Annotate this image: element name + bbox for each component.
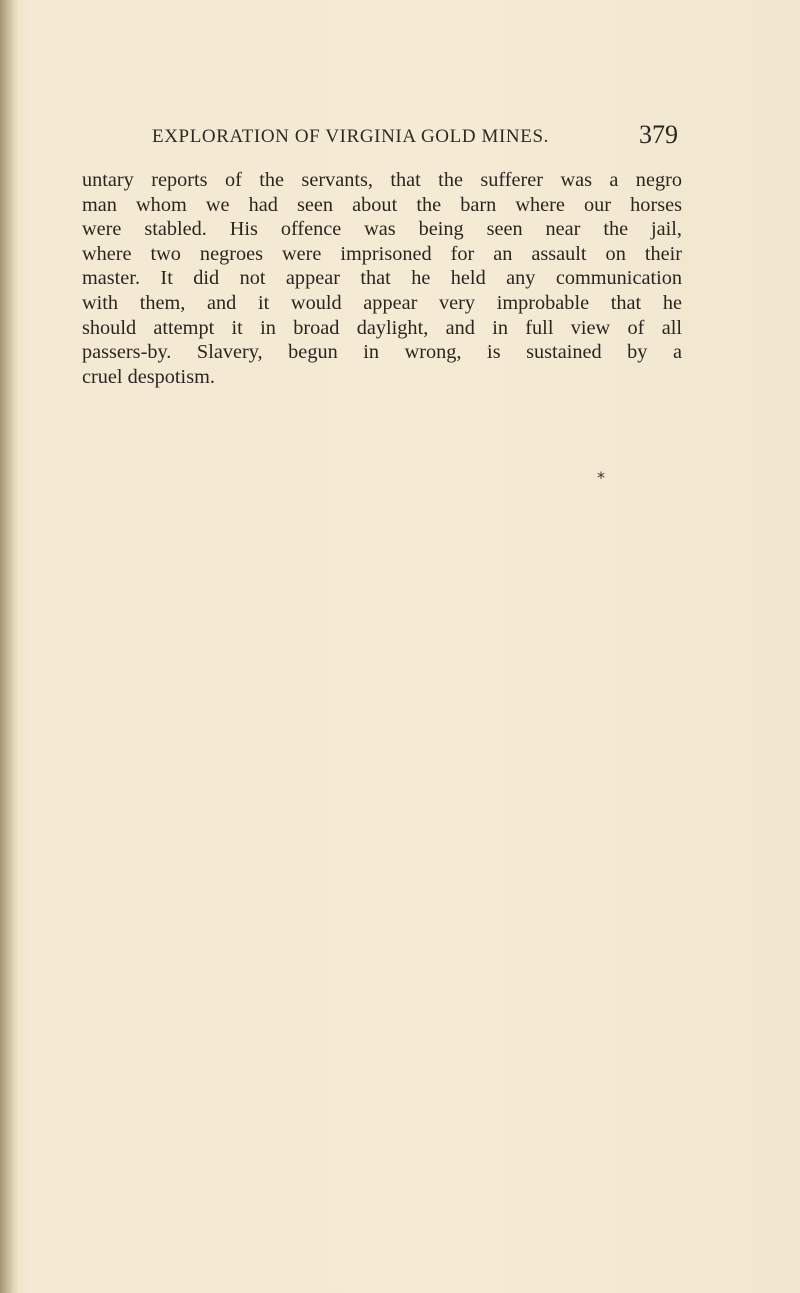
text-line: were stabled. His offence was being seen near the jail, (82, 218, 682, 241)
text-line: should attempt it in broad daylight, and in full view of all (82, 316, 682, 339)
text-line: passers-by. Slavery, begun in wrong, is sustained by a (82, 341, 682, 364)
running-head-title: EXPLORATION OF VIRGINIA GOLD MINES. (152, 126, 549, 147)
binding-shadow (0, 0, 18, 1293)
text-line: with them, and it would appear very improbable that he (82, 291, 682, 314)
text-line: where two negroes were imprisoned for an assault on their (82, 242, 682, 265)
page-number: 379 (639, 120, 678, 149)
body-paragraph (82, 168, 682, 389)
text-line: master. It did not appear that he held any communication (82, 267, 682, 290)
running-head (152, 120, 682, 150)
asterisk-mark: * (597, 468, 605, 487)
text-line: cruel despotism. (82, 365, 215, 388)
text-line: untary reports of the servants, that the sufferer was a negro (82, 169, 682, 191)
text-line: man whom we had seen about the barn where our horses (82, 193, 682, 216)
